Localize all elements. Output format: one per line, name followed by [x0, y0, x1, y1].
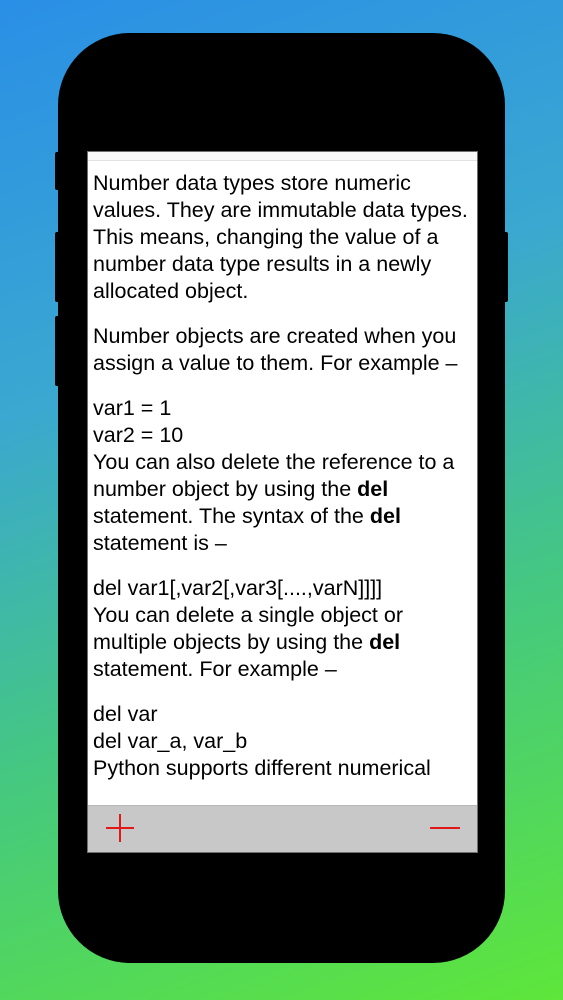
code-example-syntax — [93, 575, 473, 602]
top-strip — [88, 152, 477, 161]
paragraph-objects: Number objects are created when you assign a value to them. For example – — [93, 324, 458, 375]
keyword-del: del — [369, 504, 401, 528]
phone-frame — [58, 33, 505, 963]
keyword-del: del — [369, 630, 401, 654]
paragraph-intro: Number data types store numeric values. They are immutable data types. This means, changing the value of a number data type results in a newly allocated object. — [93, 171, 468, 303]
code-line: del var1[,var2[,var3[....,varN]]]] — [93, 576, 383, 600]
bottom-toolbar — [88, 805, 477, 852]
code-line: del var — [93, 702, 158, 726]
code-example-del — [93, 701, 473, 755]
paragraph-delete: You can also delete the reference to a number object by using the del statement. The syntax of the del statement is – — [93, 450, 455, 555]
app-screen — [87, 151, 478, 853]
zoom-out-button[interactable] — [415, 806, 475, 852]
code-line: var2 = 10 — [93, 423, 184, 447]
paragraph-numerical: Python supports different numerical — [93, 756, 431, 780]
paragraph-multi-delete: You can delete a single object or multiple objects by using the del statement. For example – — [93, 603, 403, 681]
code-line: var1 = 1 — [93, 396, 172, 420]
zoom-in-button[interactable] — [90, 806, 150, 852]
code-line: del var_a, var_b — [93, 729, 248, 753]
keyword-del: del — [357, 477, 389, 501]
code-example-assign — [93, 395, 473, 449]
article-content[interactable] — [88, 161, 477, 810]
